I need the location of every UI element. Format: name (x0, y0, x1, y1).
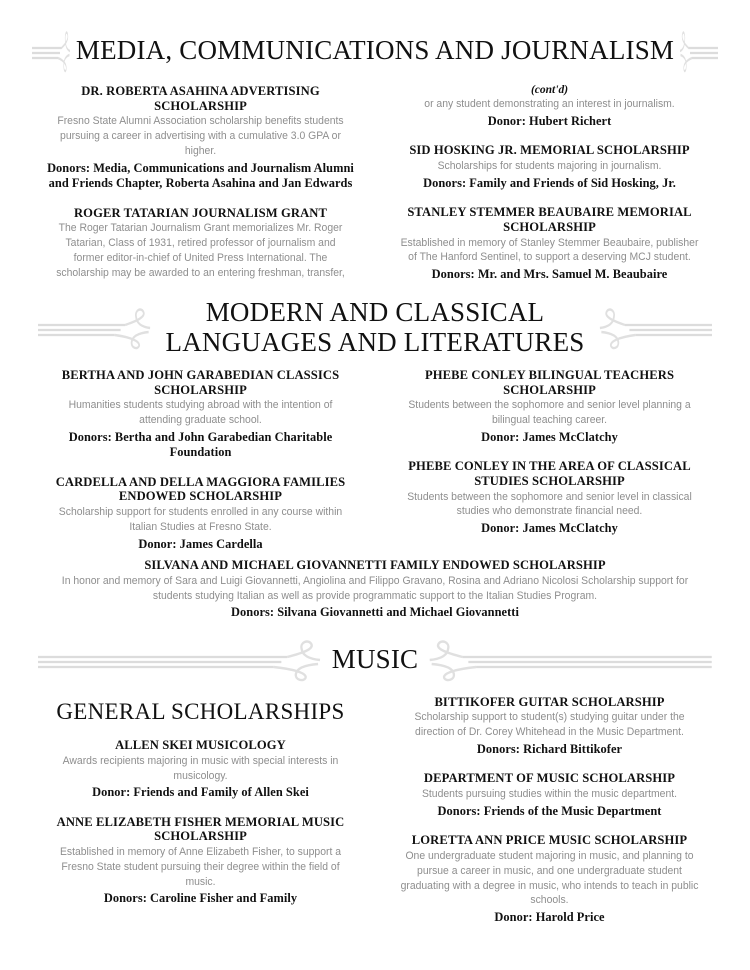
entry-description: In honor and memory of Sara and Luigi Giovannetti, Angiolina and Filippo Gravano, Rosina and Adriano Nicolosi Scholarship support for students studying Italian as well as provide programmatic support to the Italian Studies Program. (61, 574, 689, 602)
entry-donor: Donors: Bertha and John Garabedian Charitable Foundation (68, 429, 333, 460)
entry-description: Scholarships for students majoring in journalism. (437, 159, 662, 172)
section-title: MODERN AND CLASSICAL LANGUAGES AND LITERATURES (165, 297, 585, 358)
scholarship-entry (387, 771, 712, 819)
scholarship-entry (38, 84, 363, 192)
flourish-ornament-right-icon (678, 28, 718, 74)
entry-title: DR. ROBERTA ASAHINA ADVERTISING SCHOLARSHIP (81, 84, 320, 113)
flourish-ornament-right-icon (422, 637, 712, 683)
scholarship-entry (387, 459, 712, 536)
subsection-title-general-scholarships: GENERAL SCHOLARSHIPS (56, 698, 345, 724)
entry-title: DEPARTMENT OF MUSIC SCHOLARSHIP (423, 771, 676, 786)
column-left (38, 84, 363, 282)
entry-title: PHEBE CONLEY IN THE AREA OF CLASSICAL STUDIES SCHOLARSHIP (408, 459, 691, 488)
section-modern-classical-languages (38, 298, 712, 620)
section-music (38, 637, 712, 926)
entry-donor: Donors: Richard Bittikofer (476, 741, 623, 756)
entry-title: BERTHA AND JOHN GARABEDIAN CLASSICS SCHOLARSHIP (61, 367, 340, 397)
entry-description: Humanities students studying abroad with the intention of attending graduate school. (68, 399, 333, 427)
entry-title: CARDELLA AND DELLA MAGGIORA FAMILIES ENDOWED SCHOLARSHIP (55, 474, 346, 504)
scholarship-entry (387, 833, 712, 925)
entry-description: Established in memory of Anne Elizabeth Fisher, to support a Fresno State student pursuing their degree within the field of music. (59, 846, 342, 888)
entry-title: STANLEY STEMMER BEAUBAIRE MEMORIAL SCHOLARSHIP (407, 205, 692, 234)
flourish-ornament-left-icon (38, 305, 156, 351)
section-columns (38, 368, 712, 552)
entry-donor: Donor: James McClatchy (481, 429, 618, 444)
entry-donor: Donors: Mr. and Mrs. Samuel M. Beaubaire (431, 267, 668, 282)
entry-description: The Roger Tatarian Journalism Grant memorializes Mr. Roger Tatarian, Class of 1931, retired professor of journalism and former editor-in-chief of United Press International. The scholarship may be awarded to an entering freshman, transfer, (56, 222, 345, 279)
section-title: MEDIA, COMMUNICATIONS AND JOURNALISM (75, 35, 675, 66)
entry-title: SID HOSKING JR. MEMORIAL SCHOLARSHIP (409, 143, 690, 158)
entry-title: ROGER TATARIAN JOURNALISM GRANT (73, 205, 327, 220)
entry-title: BITTIKOFER GUITAR SCHOLARSHIP (434, 694, 665, 709)
scholarship-entry (38, 815, 363, 907)
entry-title: PHEBE CONLEY BILINGUAL TEACHERS SCHOLARSHIP (424, 367, 675, 397)
entry-description: Scholarship support to student(s) studying guitar under the direction of Dr. Corey Whitehead in the Music Department. (414, 711, 685, 739)
entry-donor: Donor: James McClatchy (481, 521, 618, 536)
entry-description: Established in memory of Stanley Stemmer Beaubaire, publisher of The Hanford Sentinel, to support a deserving MCJ student. (400, 236, 699, 264)
flourish-ornament-left-icon (32, 28, 72, 74)
scholarship-entry-full-width (38, 558, 712, 621)
column-right (387, 368, 712, 537)
scholarship-entry (38, 368, 363, 461)
column-left (38, 693, 363, 907)
entry-description: Students between the sophomore and senior level in classical studies who demonstrate financial need. (407, 490, 692, 518)
entry-title: LORETTA ANN PRICE MUSIC SCHOLARSHIP (411, 833, 688, 848)
scholarship-entry (38, 475, 363, 552)
entry-description: Fresno State Alumni Association scholarship benefits students pursuing a career in advertising with a cumulative 3.0 GPA or higher. (57, 115, 344, 158)
entry-title: ALLEN SKEI MUSICOLOGY (115, 737, 286, 752)
entry-donor: Donor: James Cardella (138, 536, 263, 551)
section-header (38, 28, 712, 74)
entry-donor: Donor: Friends and Family of Allen Skei (92, 785, 309, 800)
scholarship-entry (38, 206, 363, 281)
scholarship-entry (387, 143, 712, 191)
entry-description: or any student demonstrating an interest in journalism. (424, 98, 675, 110)
section-title: MUSIC (331, 643, 419, 674)
entry-description: Students pursuing studies within the music department. (421, 788, 678, 801)
flourish-ornament-right-icon (594, 305, 712, 351)
entry-title: SILVANA AND MICHAEL GIOVANNETTI FAMILY ENDOWED SCHOLARSHIP (144, 558, 606, 573)
entry-title: ANNE ELIZABETH FISHER MEMORIAL MUSIC SCHOLARSHIP (56, 814, 345, 844)
continued-marker: (cont'd) (530, 84, 569, 96)
entry-donor: Donors: Family and Friends of Sid Hosking, Jr. (423, 175, 676, 190)
scholarship-entry (387, 695, 712, 758)
scholarship-entry (387, 368, 712, 445)
entry-donor: Donors: Friends of the Music Department (437, 803, 662, 818)
entry-donor: Donors: Media, Communications and Journalism Alumni and Friends Chapter, Roberta Asahina and Jan Edwards (47, 160, 354, 191)
section-header (38, 298, 712, 357)
flourish-ornament-left-icon (38, 637, 328, 683)
section-header (38, 637, 712, 683)
entry-donor: Donor: Harold Price (494, 910, 605, 925)
entry-description: One undergraduate student majoring in music, and planning to pursue a career in music, and one undergraduate student graduating with a degree in music, who intends to teach in public schools. (400, 849, 699, 907)
entry-donor: Donors: Caroline Fisher and Family (103, 891, 298, 906)
section-columns (38, 693, 712, 926)
entry-donor: Donor: Hubert Richert (487, 113, 612, 128)
entry-description: Students between the sophomore and senior level planning a bilingual teaching career. (408, 399, 691, 427)
column-right (387, 693, 712, 926)
scholarship-entry-continued (387, 84, 712, 129)
section-columns (38, 84, 712, 282)
scholarship-entry (387, 205, 712, 282)
entry-description: Scholarship support for students enrolled in any course within Italian Studies at Fresno State. (58, 506, 343, 533)
entry-description: Awards recipients majoring in music with special interests in musicology. (62, 754, 339, 782)
entry-donor: Donors: Silvana Giovannetti and Michael Giovannetti (231, 605, 519, 620)
column-right (387, 84, 712, 282)
section-media-communications-journalism (38, 28, 712, 282)
column-left (38, 368, 363, 552)
scholarship-entry (38, 738, 363, 801)
